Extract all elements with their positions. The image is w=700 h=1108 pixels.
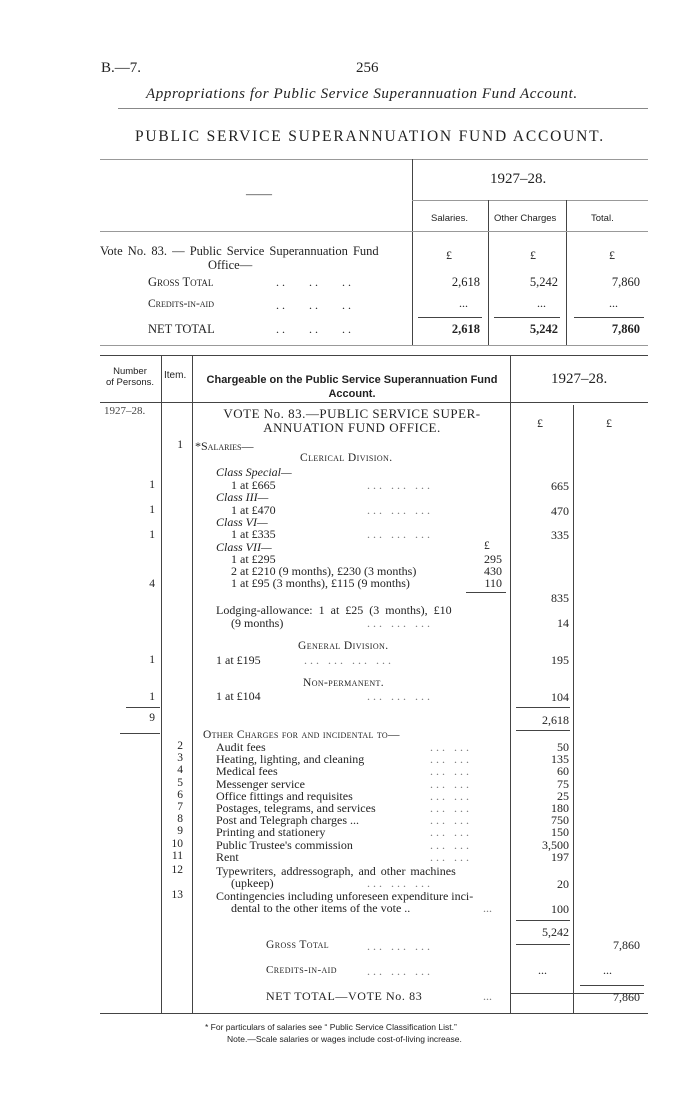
dot-leader: ... ... ... — [367, 616, 433, 630]
c6-line: 1 at £335 — [231, 527, 276, 541]
c7-line: 1 at £295 — [231, 552, 276, 566]
dot-leader: ... ... — [430, 837, 472, 852]
item13-amount: 100 — [551, 902, 569, 916]
other-total: 5,242 — [542, 925, 569, 939]
other-item-amount: 60 — [557, 764, 569, 779]
class-special: Class Special— — [216, 465, 292, 479]
dot-leader: ... ... — [430, 825, 472, 840]
other-item-number: 6 — [177, 788, 183, 801]
dot-leader: ... ... ... — [367, 527, 433, 541]
col-desc-line: Account. — [328, 388, 376, 400]
other-item-number: 3 — [177, 752, 183, 765]
dot-leader: ... ... — [430, 740, 472, 754]
other-item-label: Medical fees — [216, 764, 278, 779]
running-title: Appropriations for Public Service Superannuation Fund Account. — [146, 86, 578, 102]
other-item-amount: 750 — [551, 813, 569, 828]
class-vii: Class VII— — [216, 540, 272, 554]
net-total: 7,860 — [611, 322, 640, 336]
c7-currency: £ — [484, 540, 490, 552]
np-line: 1 at £104 — [216, 689, 261, 703]
class-iii: Class III— — [216, 490, 269, 504]
item12-line-2: (upkeep) — [231, 876, 274, 890]
other-item-number: 5 — [177, 776, 183, 789]
currency-salaries: £ — [446, 248, 452, 262]
other-item-amount: 197 — [551, 849, 569, 864]
page-ref: B.—7. — [101, 60, 142, 76]
salaries-item-number: 1 — [177, 439, 183, 451]
other-item-amount: 3,500 — [542, 837, 569, 852]
summary-year: 1927–28. — [490, 171, 547, 187]
vote-title-line: VOTE No. 83.—PUBLIC SERVICE SUPER- — [223, 406, 481, 421]
other-item-number: 11 — [171, 849, 183, 862]
page-title: PUBLIC SERVICE SUPERANNUATION FUND ACCOUNT. — [135, 128, 605, 145]
gen-persons: 1 — [149, 654, 155, 666]
dot-leader: ... — [483, 901, 492, 915]
credits-detail-a: ... — [538, 963, 547, 977]
other-item-label: Printing and stationery — [216, 825, 326, 840]
col-item-header: Item. — [164, 370, 187, 381]
header-rule — [118, 108, 648, 109]
cs-persons: 1 — [149, 479, 155, 491]
c7-total: 835 — [551, 591, 569, 605]
dot-leader: ... ... — [430, 776, 472, 791]
col-number-line: Number — [113, 366, 147, 377]
vote-title — [194, 407, 510, 435]
currency-col1: £ — [537, 416, 543, 430]
c3-line: 1 at £470 — [231, 503, 276, 517]
vote-title-line: ANNUATION FUND OFFICE. — [263, 420, 441, 435]
gen-amount: 195 — [551, 653, 569, 667]
other-item-label: Office fittings and requisites — [216, 788, 353, 803]
credits-label: Credits-in-aid — [148, 298, 214, 310]
other-item-amount: 135 — [551, 752, 569, 767]
other-item-label: Messenger service — [216, 776, 305, 791]
c7-persons: 4 — [149, 578, 155, 590]
other-item-label: Post and Telegraph charges ... — [216, 813, 360, 828]
c3-amount: 470 — [551, 504, 569, 518]
other-item-number: 4 — [177, 764, 183, 777]
currency-col2: £ — [606, 416, 612, 430]
other-item-amount: 75 — [557, 776, 569, 791]
c7-line: 1 at £95 (3 months), £115 (9 months) — [231, 576, 410, 590]
other-item-label: Rent — [216, 849, 239, 864]
currency-other: £ — [530, 248, 536, 262]
credits-other: ... — [537, 296, 546, 310]
dot-leader: ... ... ... — [367, 478, 433, 492]
dot-leader: . . . . . . — [276, 322, 351, 336]
other-item-label: Public Trustee's commission — [216, 837, 353, 852]
net-total-label: NET TOTAL — [148, 322, 215, 336]
np-persons: 1 — [149, 691, 155, 703]
dot-leader: ... ... ... — [367, 939, 433, 953]
vote-line-1: Vote No. 83. — Public Service Superannuation Fund — [100, 244, 379, 258]
footnote-1: * For particulars of salaries see “ Public Service Classification List.” — [205, 1022, 457, 1032]
gross-salaries: 2,618 — [451, 275, 480, 289]
clerical-heading: Clerical Division. — [300, 452, 393, 464]
credits-total: ... — [609, 296, 618, 310]
detail-year: 1927–28. — [551, 371, 608, 387]
cs-amount: 665 — [551, 479, 569, 493]
item12-number: 12 — [171, 864, 183, 876]
item13-line-1: Contingencies including unforeseen expenditure inci- — [216, 889, 474, 903]
page-number: 256 — [356, 60, 379, 76]
other-item-label: Audit fees — [216, 740, 266, 754]
other-item-number: 8 — [177, 813, 183, 826]
lodging-line-1: Lodging-allowance: 1 at £25 (3 months), £10 — [216, 603, 452, 617]
col-desc-line: Chargeable on the Public Service Superannuation Fund — [206, 374, 498, 386]
dot-leader: ... ... — [430, 788, 472, 803]
summary-dash: —— — [246, 186, 272, 201]
other-item-number: 2 — [177, 740, 183, 752]
net-salaries: 2,618 — [451, 322, 480, 336]
net-other: 5,242 — [529, 322, 558, 336]
nonperm-heading: Non-permanent. — [303, 677, 385, 689]
other-item-label: Heating, lighting, and cleaning — [216, 752, 365, 767]
c6-amount: 335 — [551, 528, 569, 542]
credits-label-detail: Credits-in-aid — [266, 964, 337, 976]
c3-persons: 1 — [149, 504, 155, 516]
item12-line-1: Typewriters, addressograph, and other machines — [216, 864, 456, 878]
currency-total: £ — [609, 248, 615, 262]
other-item-amount: 150 — [551, 825, 569, 840]
dot-leader: ... ... ... — [367, 964, 433, 978]
item12-amount: 20 — [557, 877, 569, 891]
dot-leader: ... ... — [430, 752, 472, 767]
col-salaries: Salaries. — [431, 213, 468, 224]
net-dots: ... — [483, 989, 492, 1003]
cs-line: 1 at £665 — [231, 478, 276, 492]
c6-persons: 1 — [149, 529, 155, 541]
other-item-amount: 180 — [551, 801, 569, 815]
dot-leader: ... ... — [430, 764, 472, 779]
lodging-line-2: (9 months) — [231, 616, 284, 630]
gross-total: 7,860 — [611, 275, 640, 289]
dot-leader: ... ... — [430, 849, 472, 864]
gen-line: 1 at £195 — [216, 653, 261, 667]
col-other-charges: Other Charges — [494, 213, 557, 224]
item13-line-2: dental to the other items of the vote .. — [231, 901, 411, 915]
other-item-amount: 50 — [557, 740, 569, 754]
np-amount: 104 — [551, 690, 569, 704]
net-total-label-detail: NET TOTAL—VOTE No. 83 — [266, 989, 423, 1003]
other-item-number: 7 — [177, 801, 183, 813]
net-total-detail: 7,860 — [613, 990, 640, 1004]
other-item-number: 9 — [177, 825, 183, 838]
col-desc-header — [194, 373, 510, 401]
dot-leader: ... ... ... — [367, 503, 433, 517]
dot-leader: ... ... — [430, 813, 472, 828]
salaries-heading: *Salaries— — [195, 439, 254, 453]
other-item-number: 10 — [171, 837, 183, 850]
c7-line-amount: 430 — [484, 564, 502, 578]
general-heading: General Division. — [298, 640, 389, 652]
vote-line-2: Office— — [208, 258, 253, 272]
other-item-amount: 25 — [557, 788, 569, 803]
dot-leader: ... ... ... — [367, 689, 433, 703]
footnote-2: Note.—Scale salaries or wages include cost-of-living increase. — [227, 1034, 462, 1044]
c7-line-amount: 110 — [484, 576, 502, 590]
total-persons: 9 — [149, 712, 155, 724]
gross-total-label-detail: Gross Total — [266, 939, 330, 951]
dot-leader: ... ... ... ... — [304, 653, 394, 667]
col-number-line: of Persons. — [105, 377, 155, 388]
c7-line: 2 at £210 (9 months), £230 (3 months) — [231, 564, 417, 578]
c7-line-amount: 295 — [484, 552, 502, 566]
col-number-header — [100, 366, 160, 388]
item13-number: 13 — [171, 889, 183, 901]
dot-leader: . . . . . . — [276, 275, 351, 289]
gross-total-label: Gross Total — [148, 275, 214, 289]
class-vi: Class VI— — [216, 515, 268, 529]
gross-other: 5,242 — [529, 275, 558, 289]
dot-leader: ... ... ... — [367, 876, 433, 890]
lodging-amount: 14 — [557, 616, 569, 630]
salaries-total: 2,618 — [542, 713, 569, 727]
gross-total-detail: 7,860 — [613, 938, 640, 952]
detail-year-left: 1927–28. — [104, 405, 146, 417]
col-total: Total. — [591, 213, 614, 224]
credits-detail-b: ... — [603, 963, 612, 977]
credits-salaries: ... — [459, 296, 468, 310]
dot-leader: ... ... — [430, 801, 472, 815]
other-charges-heading: Other Charges for and incidental to— — [203, 729, 400, 741]
other-item-label: Postages, telegrams, and services — [216, 801, 376, 815]
dot-leader: . . . . . . — [276, 298, 351, 312]
